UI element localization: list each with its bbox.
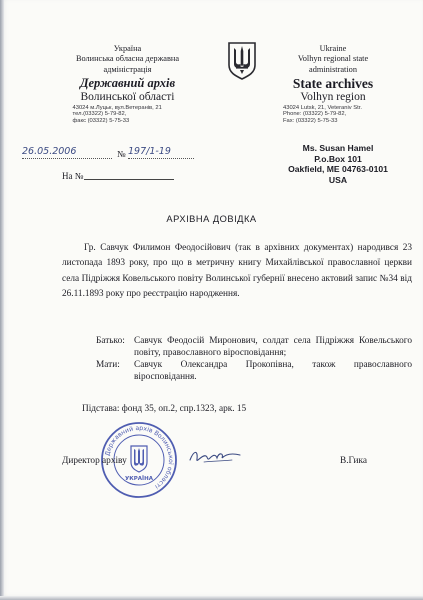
stamp-inner-text: УКРАЇНА [125,476,153,482]
address-line-3: факс (03322) 5-75-33 [72,118,130,125]
administration-line-2-en: administration [309,64,357,74]
mother-label: Мати: [96,360,120,370]
letterhead-english [258,44,408,125]
recipient-city: Oakfield, ME 04763-0101 [288,164,388,174]
region-label-en: Volhyn region [300,90,366,103]
address-block [73,105,183,125]
letterhead-ukrainian [40,44,215,125]
address-line-1-en: 43024 Lutsk, 21, Veteraniv Str. [283,104,362,111]
address-block-en [283,105,383,125]
archive-title: Державний архів [79,75,176,90]
father-text: Савчук Феодосій Миронович, солдат села Підріжжя Ковельського повіту, православного віросповідання; [134,336,412,358]
reference-number-label: № [117,149,126,159]
director-title: Директор архіву [62,456,127,466]
reply-to-row [62,170,182,182]
page-edge-left [0,0,4,600]
svg-text:Державний архів Волинської обл: Державний архів Волинської області [104,424,175,490]
region-label: Волинської області [80,90,175,103]
reply-to-label: На № [62,171,84,181]
coat-of-arms-icon [226,40,258,80]
recipient-name: Ms. Susan Hamel [302,143,374,153]
recipient-country: USA [328,174,348,185]
address-line-2-en: Phone: (03322) 5-79-82, [283,111,347,118]
address-line-3-en: Fax: (03322) 5-75-33 [283,118,338,125]
reference-number: 197/1-19 [128,146,171,157]
parent-row-mother [96,360,412,383]
address-line-2: тел.(03322) 5-79-82, [72,111,127,118]
mother-text: Савчук Олександра Прокопівна, також православного віросповідання. [134,360,412,382]
country-label-en: Ukraine [319,44,347,53]
source-line: Підстава: фонд 35, оп.2, спр.1323, арк. 15 [82,404,247,414]
reply-to-underline [84,179,174,180]
address-line-1: 43024 м.Луцьк, вул.Ветеранів, 21 [72,104,162,111]
father-label: Батько: [96,336,125,346]
parent-row-father [96,336,412,359]
administration-line-1-en: Volhyn regional state [297,54,369,64]
body-paragraph: Гр. Савчук Филимон Феодосійович (так в архівних документах) народився 23 листопада 1893 року, про що в метричну книгу Михайлівської православної церкви села Підріжжя Ковельського повіту Волинської губернії внесено актовий запис №34 від 26.11.1893 року про реєстрацію народження. [62,243,412,299]
page-edge-bottom [0,596,423,600]
document-title: АРХІВНА ДОВІДКА [166,214,257,224]
signer-name: В.Гика [340,456,368,466]
administration-line-1: Волинська обласна державна [75,54,180,64]
reference-date: 26.05.2006 [22,146,77,157]
recipient-block [268,143,408,185]
handwritten-signature [186,446,246,468]
recipient-po-box: P.o.Box 101 [314,153,362,164]
archive-title-en: State archives [292,75,374,91]
parents-block [96,336,412,384]
country-label: Україна [113,44,142,53]
administration-line-2: адміністрація [103,64,152,74]
signature-row [62,454,402,468]
reference-row [22,146,202,160]
